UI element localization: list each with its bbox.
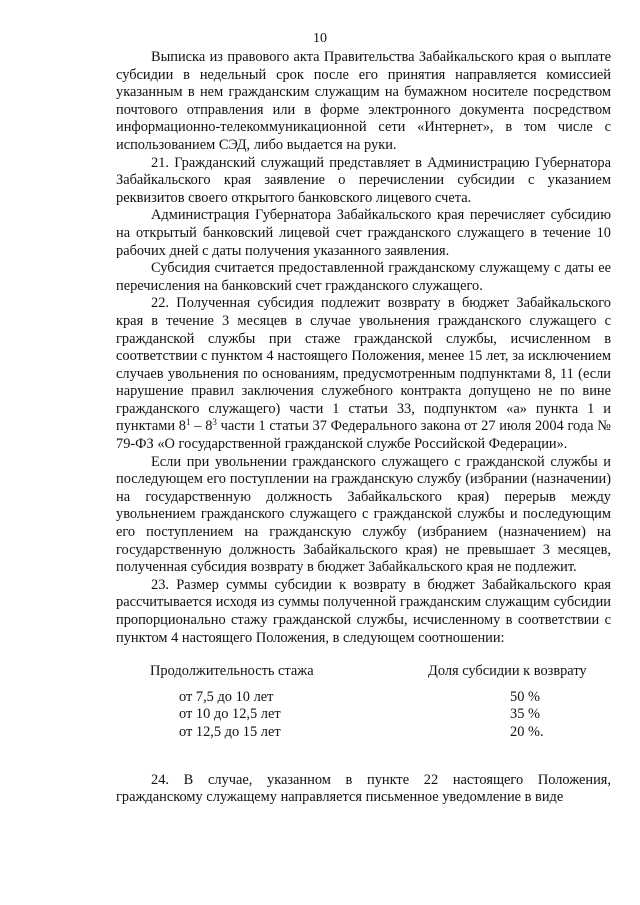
table-cell-share: 35 %	[510, 706, 540, 723]
table-cell-range: от 12,5 до 15 лет	[179, 723, 281, 740]
subsidy-return-table	[116, 663, 611, 741]
paragraph-23: 23. Размер суммы субсидии к возврату в бюджет Забайкальского края рассчитывается исходя из суммы полученной гражданским служащим субсидии пропорционально стажу гражданской службы, исчисленному в соответствии с пунктом 4 настоящего Положения, в следующем соотношении:	[116, 576, 611, 646]
document-body	[116, 49, 611, 807]
paragraph-22-sup-3: 3	[212, 417, 217, 428]
paragraph-extract: Выписка из правового акта Правительства Забайкальского края о выплате субсидии в недельный срок после его принятия направляется комиссией указанным в нем гражданским служащим на бумажном носителе посредством почтового отправления или в форме электронного документа посредством информационно-телекоммуникационной сети «Интернет», в том числе с использованием СЭД, либо выдается на руки.	[116, 49, 611, 153]
header-duration: Продолжительность стажа	[150, 663, 314, 680]
paragraph-22	[116, 295, 611, 453]
table-row	[116, 689, 611, 707]
paragraph-21-provided: Субсидия считается предоставленной гражданскому служащему с даты ее перечисления на банковский счет гражданского служащего.	[116, 260, 611, 294]
header-share: Доля субсидии к возврату	[428, 663, 587, 680]
table-row	[116, 724, 611, 742]
page-number: 10	[313, 31, 327, 46]
paragraph-22-exception: Если при увольнении гражданского служащего с гражданской службы и последующем его поступлении на гражданскую службу (избрании (назначении) на государственную должность Забайкальского края) перерыв между увольнением гражданского служащего с гражданской службы и последующим его поступлением на гражданскую службу (избранием (назначением) на государственную должность Забайкальского края) не превышает 3 месяцев, полученная субсидия возврату в бюджет Забайкальского края не подлежит.	[116, 453, 611, 576]
paragraph-21: 21. Гражданский служащий представляет в Администрацию Губернатора Забайкальского края заявление о перечислении субсидии с указанием реквизитов своего открытого банковского лицевого счета.	[116, 154, 611, 206]
paragraph-24: 24. В случае, указанном в пункте 22 настоящего Положения, гражданскому служащему направляется письменное уведомление в виде	[116, 771, 611, 806]
table-row	[116, 706, 611, 724]
table-header-row	[116, 663, 611, 689]
table-cell-share: 20 %.	[510, 723, 544, 740]
table-cell-range: от 10 до 12,5 лет	[179, 706, 281, 723]
paragraph-22-text-a: 22. Полученная субсидия подлежит возврату в бюджет Забайкальского края в течение 3 месяцев в случае увольнения гражданского служащего с гражданской службы при стаже гражданской службы, исчисленном в соответствии с пунктом 4 настоящего Положения, менее 15 лет, за исключением случаев увольнения по основаниям, предусмотренным подпунктами 8, 11 (если нарушение правил заключения служебного контракта допущено не по вине гражданского служащего) части 1 статьи 33, подпунктом «а» пункта 1 и пунктами 8	[116, 295, 611, 435]
paragraph-22-text-mid: – 8	[190, 418, 213, 435]
paragraph-21-transfer: Администрация Губернатора Забайкальского края перечисляет субсидию на открытый банковский лицевой счет гражданского служащего в течение 10 рабочих дней с даты получения указанного заявления.	[116, 207, 611, 259]
table-cell-range: от 7,5 до 10 лет	[179, 688, 274, 705]
table-cell-share: 50 %	[510, 688, 540, 705]
paragraph-22-text-b: части 1 статьи 37 Федерального закона от 27 июля 2004 года № 79-ФЗ «О государственной гражданской службе Российской Федерации».	[116, 418, 611, 453]
paragraph-22-sup-1: 1	[186, 417, 191, 428]
